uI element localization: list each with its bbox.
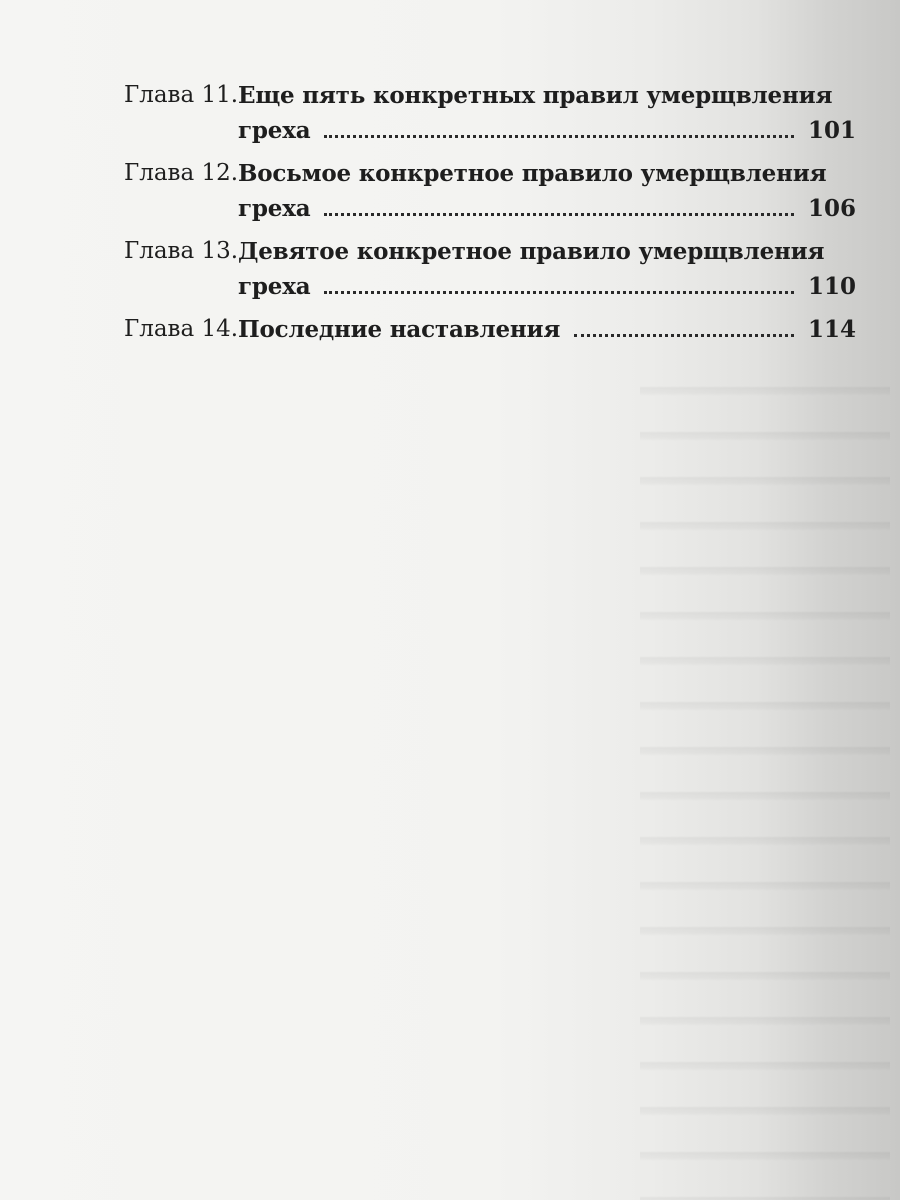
dot-leader: [574, 334, 794, 337]
table-of-contents: [124, 78, 857, 355]
chapter-title-block: [238, 312, 857, 347]
toc-entry-chapter-11: [124, 78, 857, 148]
chapter-title-line: Восьмое конкретное правило умерщвления: [238, 160, 827, 187]
toc-entry-chapter-13: [124, 234, 857, 304]
chapter-label: Глава 12.: [124, 160, 239, 186]
chapter-label: Глава 13.: [124, 238, 239, 264]
bleed-through-text: [640, 360, 890, 1200]
chapter-title-end: греха: [238, 273, 311, 300]
chapter-title-block: [238, 156, 857, 226]
chapter-last-line: [238, 191, 857, 226]
chapter-title-block: [238, 234, 857, 304]
page-number: 114: [808, 316, 857, 343]
chapter-title-block: [238, 78, 857, 148]
toc-entry-chapter-12: [124, 156, 857, 226]
chapter-title-line: Еще пять конкретных правил умерщвления: [238, 82, 833, 109]
toc-entry-chapter-14: [124, 312, 857, 347]
chapter-label: Глава 11.: [124, 82, 239, 108]
chapter-title-line: Девятое конкретное правило умерщвления: [238, 238, 825, 265]
dot-leader: [324, 135, 794, 138]
page-number: 110: [808, 273, 857, 300]
chapter-last-line: [238, 113, 857, 148]
page-number: 101: [808, 117, 857, 144]
chapter-title-end: греха: [238, 117, 311, 144]
dot-leader: [324, 291, 794, 294]
chapter-last-line: [238, 312, 857, 347]
chapter-label: Глава 14.: [124, 316, 239, 342]
chapter-title-end: греха: [238, 195, 311, 222]
chapter-title-end: Последние наставления: [238, 316, 561, 343]
dot-leader: [324, 213, 794, 216]
chapter-last-line: [238, 269, 857, 304]
page-number: 106: [808, 195, 857, 222]
